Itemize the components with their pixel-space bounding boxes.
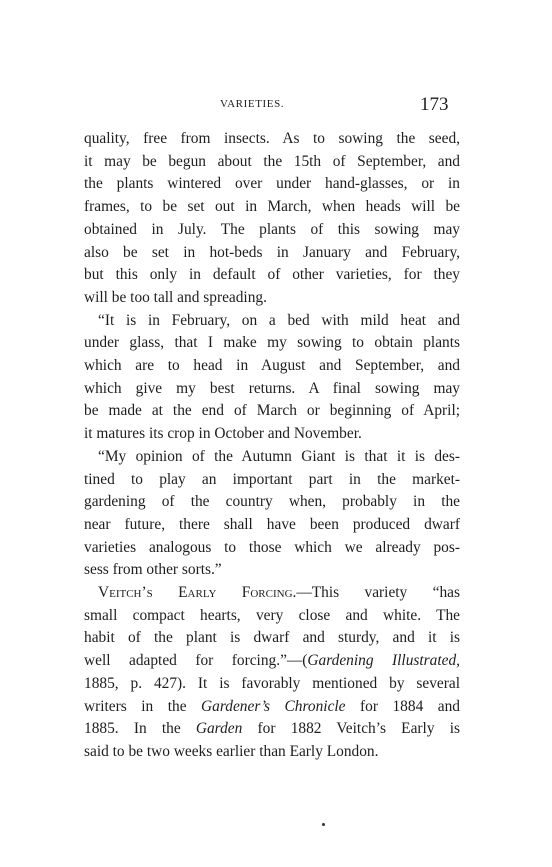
body-text <box>84 128 460 764</box>
text-line <box>84 582 460 605</box>
text-line: be made at the end of March or beginning of April; <box>84 402 460 420</box>
text-run: 1885. In the <box>84 720 196 738</box>
text-line: “My opinion of the Autumn Giant is that it is des- <box>98 447 460 465</box>
text-line: obtained in July. The plants of this sowing may <box>84 220 460 238</box>
text-line: said to be two weeks earlier than Early London. <box>84 742 379 760</box>
citation-title: Gardening Illustrated, <box>307 652 461 670</box>
paragraph <box>84 582 460 764</box>
text-line <box>84 718 460 741</box>
text-line: which give my best returns. A final sowing may <box>84 379 460 397</box>
text-line: varieties analogous to those which we already pos- <box>84 538 460 556</box>
text-line: also be set in hot-beds in January and February, <box>84 243 460 261</box>
text-line: but this only in default of other varieties, for they <box>84 266 460 284</box>
paragraph <box>84 310 460 446</box>
text-line: frames, to be set out in March, when heads will be <box>84 198 460 216</box>
text-line: it may be begun about the 15th of September, and <box>84 152 460 170</box>
publication-title: Garden <box>195 720 243 738</box>
text-line: “It is in February, on a bed with mild heat and <box>98 311 460 329</box>
text-line <box>84 696 460 719</box>
page-number: 173 <box>420 94 449 115</box>
text-line: gardening of the country when, probably in the <box>84 493 460 511</box>
text-run: —This variety “has <box>296 584 460 602</box>
text-line: 1885, p. 427). It is favorably mentioned by several <box>84 674 460 692</box>
text-line: under glass, that I make my sowing to obtain plants <box>84 334 460 352</box>
text-line: near future, there shall have been produced dwarf <box>84 515 460 533</box>
text-run: for 1884 and <box>345 697 460 715</box>
paragraph <box>84 446 460 582</box>
paragraph <box>84 128 460 310</box>
text-line: sess from other sorts.” <box>84 561 222 579</box>
text-line <box>84 650 460 673</box>
text-line: the plants wintered over under hand-glasses, or in <box>84 175 460 193</box>
text-line: small compact hearts, very close and white. The <box>84 606 460 624</box>
text-run: writers in the <box>84 697 202 715</box>
text-line: tined to play an important part in the market- <box>84 470 460 488</box>
text-line: it matures its crop in October and November. <box>84 425 362 443</box>
variety-name: Veitch’s Early Forcing. <box>98 584 297 602</box>
publication-title: Gardener’s Chronicle <box>201 697 346 715</box>
text-line: quality, free from insects. As to sowing the seed, <box>84 130 460 147</box>
running-title: VARIETIES. <box>220 98 285 110</box>
ink-speck <box>322 823 325 826</box>
text-line: habit of the plant is dwarf and sturdy, and it is <box>84 629 460 647</box>
running-head <box>0 94 552 118</box>
text-run: well adapted for forcing.”—( <box>84 652 308 670</box>
text-run: for 1882 Veitch’s Early is <box>242 720 460 738</box>
text-line: will be too tall and spreading. <box>84 288 267 306</box>
text-line: which are to head in August and September, and <box>84 357 460 375</box>
